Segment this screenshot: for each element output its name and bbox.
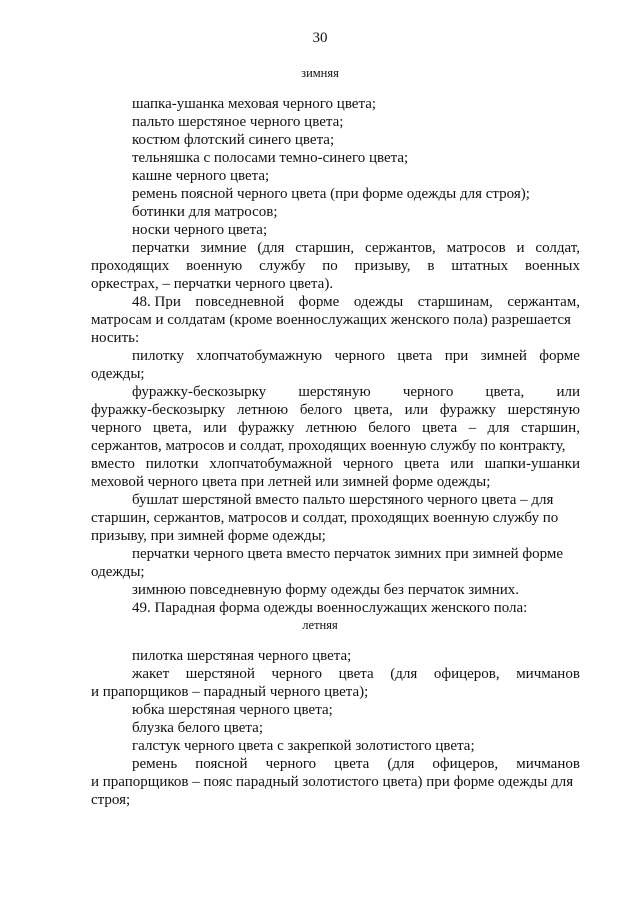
text-line: юбка шерстяная черного цвета;: [132, 702, 333, 718]
text-line-justified: ремень поясной черного цвета (для офицеров, мичманов: [132, 756, 580, 772]
text-line: блузка белого цвета;: [132, 720, 263, 736]
text-line: и прапорщиков – парадный черного цвета);: [91, 684, 369, 700]
text-line: ботинки для матросов;: [132, 204, 278, 220]
text-line: пальто шерстяное черного цвета;: [132, 114, 344, 130]
page-number: 30: [312, 30, 328, 46]
section-heading-summer: летняя: [302, 618, 338, 632]
text-line-justified: проходящих военную службу по призыву, в штатных военных: [91, 258, 580, 274]
text-line: ремень поясной черного цвета (при форме одежды для строя);: [132, 186, 530, 202]
text-line-justified: 48. При повседневной форме одежды старшинам, сержантам,: [132, 294, 580, 310]
text-line-justified: вместо пилотки хлопчатобумажной черного цвета или шапки-ушанки: [91, 456, 580, 472]
text-line: бушлат шерстяной вместо пальто шерстяного черного цвета – для: [132, 492, 554, 508]
text-line-justified: фуражку-бескозырку летнюю белого цвета, или фуражку шерстяную: [91, 402, 580, 418]
text-line: костюм флотский синего цвета;: [132, 132, 335, 148]
text-line: 49. Парадная форма одежды военнослужащих женского пола:: [132, 600, 528, 616]
text-line-justified: пилотку хлопчатобумажную черного цвета при зимней форме: [132, 348, 580, 364]
text-line: старшин, сержантов, матросов и солдат, проходящих военную службу по: [91, 510, 559, 526]
text-line-justified: перчатки зимние (для старшин, сержантов, матросов и солдат,: [132, 240, 580, 256]
text-line-justified: фуражку-бескозырку шерстяную черного цвета, или: [132, 384, 580, 400]
text-line: оркестрах, – перчатки черного цвета).: [91, 276, 334, 292]
text-line: кашне черного цвета;: [132, 168, 270, 184]
text-line-justified: черного цвета, или фуражку летнюю белого цвета – для старшин,: [91, 420, 580, 436]
text-line: носки черного цвета;: [132, 222, 268, 238]
text-line: и прапорщиков – пояс парадный золотистого цвета) при форме одежды для: [91, 774, 574, 790]
text-line: меховой черного цвета при летней или зимней форме одежды;: [91, 474, 491, 490]
text-line: зимнюю повседневную форму одежды без перчаток зимних.: [132, 582, 519, 598]
text-line: одежды;: [91, 366, 145, 382]
text-line: носить:: [91, 330, 140, 346]
text-line: матросам и солдатам (кроме военнослужащих женского пола) разрешается: [91, 312, 571, 328]
text-line: галстук черного цвета с закрепкой золотистого цвета;: [132, 738, 475, 754]
text-line: пилотка шерстяная черного цвета;: [132, 648, 352, 664]
text-line: сержантов, матросов и солдат, проходящих военную службу по контракту,: [91, 438, 566, 454]
text-line-justified: жакет шерстяной черного цвета (для офицеров, мичманов: [132, 666, 580, 682]
text-line: призыву, при зимней форме одежды;: [91, 528, 326, 544]
text-line: шапка-ушанка меховая черного цвета;: [132, 96, 377, 112]
text-line: одежды;: [91, 564, 145, 580]
text-line: строя;: [91, 792, 131, 808]
text-line: перчатки черного цвета вместо перчаток зимних при зимней форме: [132, 546, 564, 562]
text-line: тельняшка с полосами темно-синего цвета;: [132, 150, 409, 166]
section-heading-winter: зимняя: [301, 66, 339, 80]
